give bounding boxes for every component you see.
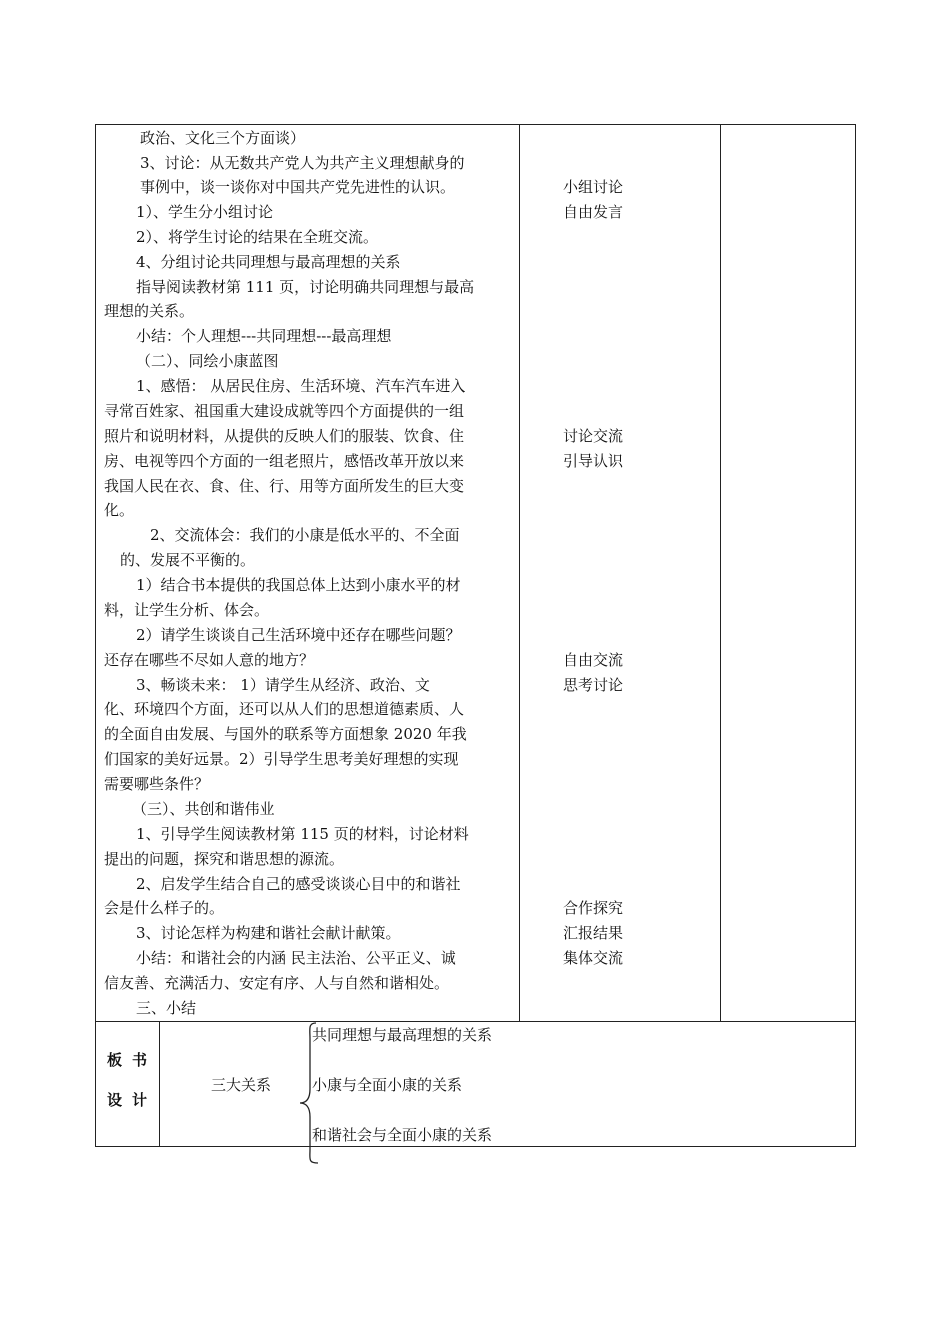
content-line: 3、畅谈未来： 1）请学生从经济、政治、文	[136, 676, 430, 694]
content-line: 的全面自由发展、与国外的联系等方面想象 2020 年我	[104, 725, 467, 743]
content-line: 寻常百姓家、祖国重大建设成就等四个方面提供的一组	[104, 402, 465, 420]
board-design-label-bottom: 设计	[107, 1091, 158, 1109]
content-line: 三、小结	[136, 999, 197, 1017]
board-center-label: 三大关系	[211, 1076, 272, 1094]
board-item-3: 和谐社会与全面小康的关系	[312, 1126, 493, 1144]
content-line: 信友善、充满活力、安定有序、人与自然和谐相处。	[104, 974, 450, 992]
activity-label: 自由交流	[563, 651, 624, 669]
content-line: 还存在哪些不尽如人意的地方？	[104, 651, 315, 669]
content-line: 指导阅读教材第 111 页，讨论明确共同理想与最高	[136, 278, 475, 296]
content-line: 化、环境四个方面，还可以从人们的思想道德素质、人	[104, 700, 465, 718]
activity-label: 合作探究	[563, 899, 624, 917]
activity-label: 讨论交流	[563, 427, 624, 445]
content-line: 4、分组讨论共同理想与最高理想的关系	[136, 253, 401, 271]
content-line: 2）、将学生讨论的结果在全班交流。	[136, 228, 379, 246]
content-line: 需要哪些条件？	[104, 775, 210, 793]
column-divider-2	[720, 124, 721, 1022]
board-label-divider	[159, 1021, 160, 1147]
table-border-left	[95, 124, 96, 1147]
content-line: 提出的问题，探究和谐思想的源流。	[104, 850, 345, 868]
content-line: 1、引导学生阅读教材第 115 页的材料，讨论材料	[136, 825, 469, 843]
content-line: 2、交流体会：我们的小康是低水平的、不全面	[150, 526, 460, 544]
content-line: 政治、文化三个方面谈）	[140, 129, 306, 147]
table-border-bottom	[95, 1146, 856, 1147]
content-line: 2、启发学生结合自己的感受谈谈心目中的和谐社	[136, 875, 461, 893]
table-border-right	[855, 124, 856, 1147]
content-line: 照片和说明材料，从提供的反映人们的服装、饮食、住	[104, 427, 465, 445]
activity-label: 汇报结果	[563, 924, 624, 942]
activity-label: 思考讨论	[563, 676, 624, 694]
content-line: 小结：个人理想---共同理想---最高理想	[136, 327, 392, 345]
activity-label: 小组讨论	[563, 178, 624, 196]
content-line: 理想的关系。	[104, 302, 195, 320]
activity-label: 引导认识	[563, 452, 624, 470]
board-item-2: 小康与全面小康的关系	[312, 1076, 463, 1094]
row-divider-board	[95, 1021, 856, 1022]
board-design-label-top: 板书	[107, 1051, 158, 1069]
content-line: 化。	[104, 501, 135, 519]
content-line: 1）结合书本提供的我国总体上达到小康水平的材	[136, 576, 461, 594]
content-line: 2）请学生谈谈自己生活环境中还存在哪些问题？	[136, 626, 461, 644]
content-line: 3、讨论怎样为构建和谐社会献计献策。	[136, 924, 401, 942]
content-line: 1）、学生分小组讨论	[136, 203, 274, 221]
content-line: （三）、共创和谐伟业	[132, 800, 275, 818]
content-line: 1、感悟： 从居民住房、生活环境、汽车汽车进入	[136, 377, 466, 395]
content-line: 们国家的美好远景。2）引导学生思考美好理想的实现	[104, 750, 459, 768]
content-line: 房、电视等四个方面的一组老照片，感悟改革开放以来	[104, 452, 465, 470]
content-line: 事例中，谈一谈你对中国共产党先进性的认识。	[140, 178, 456, 196]
content-line: 3、讨论：从无数共产党人为共产主义理想献身的	[140, 154, 465, 172]
content-line: 小结：和谐社会的内涵 民主法治、公平正义、诚	[136, 949, 456, 967]
column-divider-1	[519, 124, 520, 1022]
content-line: 的、发展不平衡的。	[120, 551, 256, 569]
content-line: 我国人民在衣、食、住、行、用等方面所发生的巨大变	[104, 477, 465, 495]
content-line: （二）、同绘小康蓝图	[136, 352, 279, 370]
activity-label: 自由发言	[563, 203, 624, 221]
board-item-1: 共同理想与最高理想的关系	[312, 1026, 493, 1044]
table-border-top	[95, 124, 856, 125]
content-line: 料，让学生分析、体会。	[104, 601, 270, 619]
content-line: 会是什么样子的。	[104, 899, 225, 917]
activity-label: 集体交流	[563, 949, 624, 967]
